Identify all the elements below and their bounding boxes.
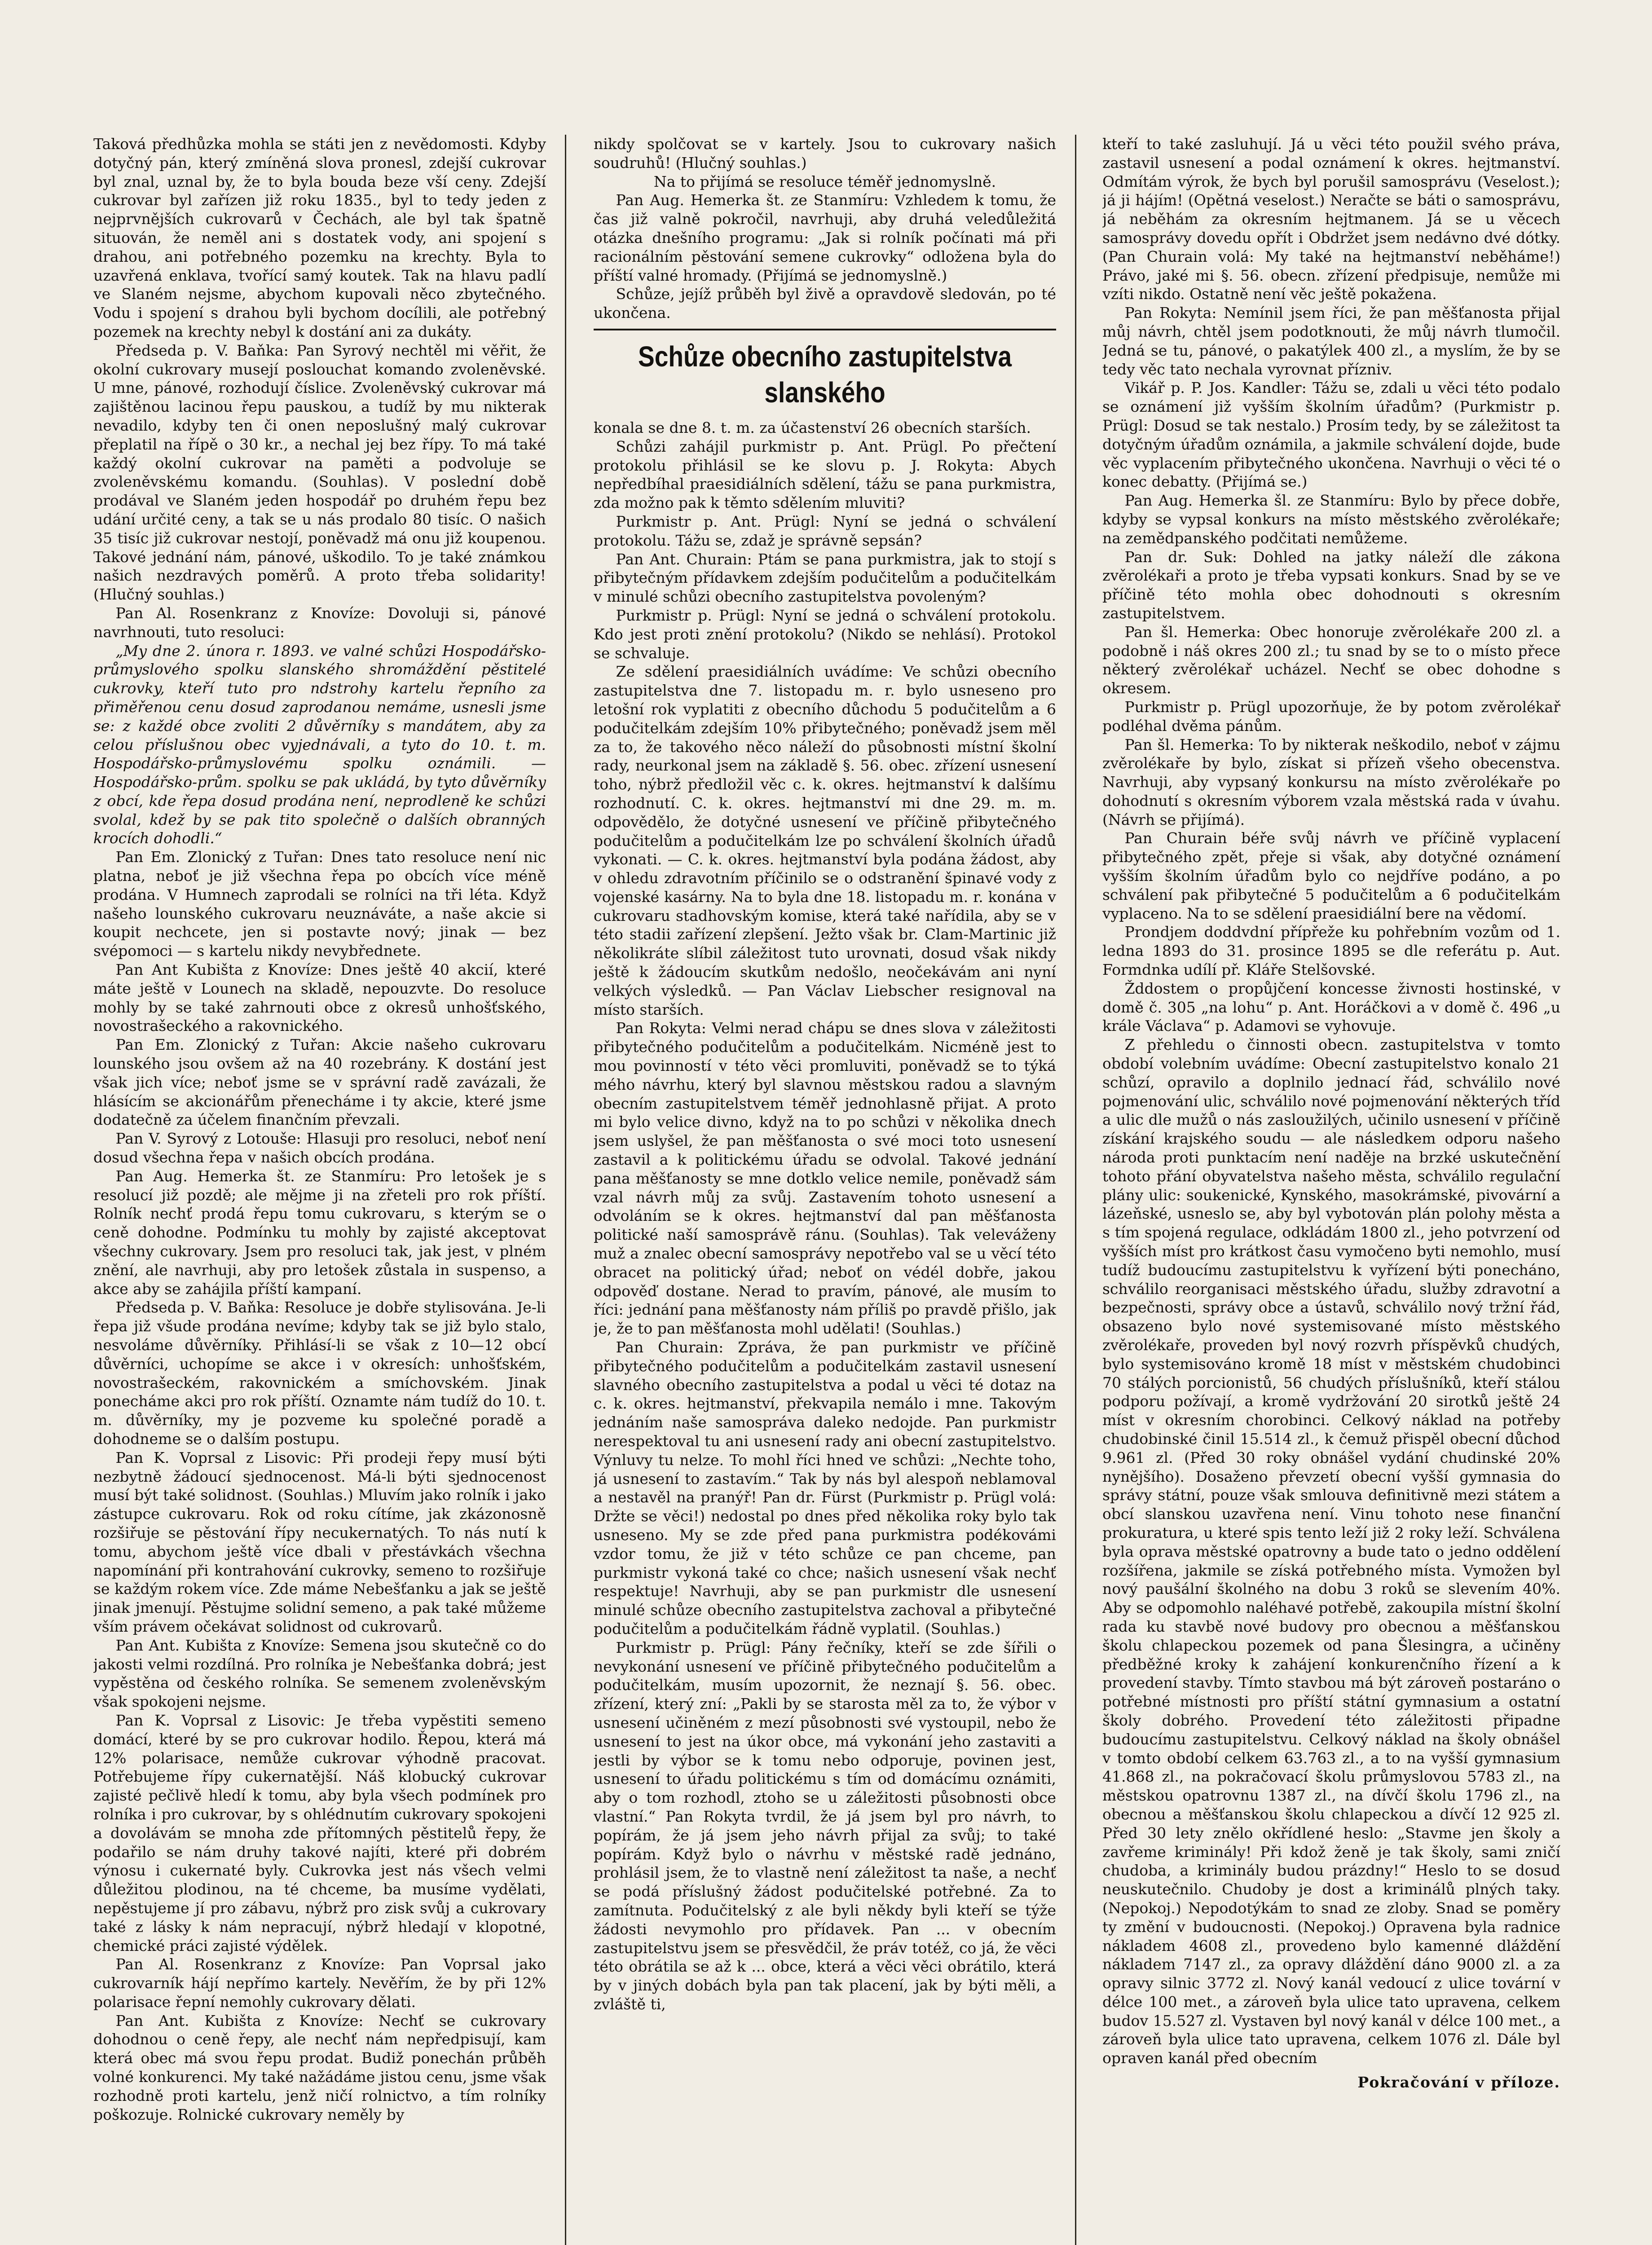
paragraph: Pan šl. Hemerka: Obec honoruje zvěrolékaře 200 zl. a podobně i náš okres 200 zl.; tu snad by se to o místo přece některý zvěrolékař ucházel. Nechť se obec dohodne s okresem. xyxy=(1102,623,1560,697)
continuation-note: Pokračování v příloze. xyxy=(1357,2073,1560,2091)
paragraph: Vikář p. P. Jos. Kandler: Tážu se, zdali u věci této podalo se oznámení již vyšším školním úřadům? (Purkmistr p. Prügl: Dosud se tak nestalo.) Prosím tedy, by se záležitost ta dotyčným úřadům oznámila, a jakmile schválení dojde, bude věc vyplacením přibytečného ukončena. Navrhuji o věci té o konec debatty. (Přijímá se.) xyxy=(1102,379,1560,491)
paragraph: Předseda p. V. Baňka: Pan Syrový nechtěl mi věřit, že okolní cukrovary musejí poslouchat komando zvoleněvské. U mne, pánové, rozhodují číslice. Zvoleněvský cukrovar má zajištěnou lacinou řepu pauskou, a tudíž by mu nikterak nevadilo, kdyby ten či onen neposlušný malý cukrovar přeplatil na řípě o 30 kr., a nechal jej bez řípy. To má také každý okolní cukrovar na paměti a podvoluje se zvoleněvskému komandu. (Souhlas). V poslední době prodával ve Slaném jeden hospodář po druhém řepu bez udání určité ceny, a tak se u nás prodalo 80 tisíc. O našich 35 tisíc již cukrovar nestojí, poněvadž má onu již koupenou. Takové jednání nám, pánové, uškodilo. To je také známkou našich nezdravých poměrů. A proto třeba solidarity! (Hlučný souhlas.) xyxy=(93,341,546,603)
paragraph: Pan K. Voprsal z Lisovic: Je třeba vypěstiti semeno domácí, které by se pro cukrovar hodilo. Řepou, která má 12% polarisace, nemůže cukrovar výhodně pracovat. Potřebujeme řípy cukernatější. Náš klobucký cukrovar zajisté pečlivě hledí k tomu, aby byla všech podmínek pro rolníka i pro cukrovar, by s ohlédnutím cukrovary spokojeni a dovolávám se mnoha zde přítomných pěstitelů řepy, že podařilo se nám druhy takové najíti, které při dobrém výnosu i cukernaté byly. Cukrovka jest nás všech velmi důležitou plodinou, na té chceme, ba musíme vydělati, nepěstujeme jí pro zábavu, nýbrž pro zisk svůj a cukrovary také z lásky k nám nepracují, nýbrž hledají v klopotné, chemické práci zajisté výdělek. xyxy=(93,1711,546,1954)
paragraph: Taková předhůzka mohla se státi jen z nevědomosti. Kdyby dotyčný pán, který zmíněná slova pronesl, zdejší cukrovar byl znal, uznal by, že to byla bouda beze vší ceny. Zdejší cukrovar byl zařízen již roku 1835., byl to tedy jeden z nejprvnějších cukrovarů v Čechách, ale byl tak špatně situován, že neměl ani s dostatek vody, ani spojení s drahou, ani potřebného pozemku na krechty. Byla to uzavřená enklava, tvořící samý koutek. Tak na hlavu padlí ve Slaném nejsme, abychom kupovali něco zbytečného. Vodu i spojení s drahou byli bychom docílili, ale potřebný pozemek na krechty nebyl k dostání ani za dukáty. xyxy=(93,135,546,340)
headline-line-2: slanského xyxy=(764,376,885,409)
paragraph: Pan Al. Rosenkranz z Knovíze: Dovoluji si, pánové navrhnouti, tuto resoluci: xyxy=(93,604,546,641)
column-2-article-text xyxy=(594,418,1056,2014)
paragraph: Pan V. Syrový z Lotouše: Hlasuji pro resoluci, neboť není dosud všechna řepa v našich obcích prodána. xyxy=(93,1130,546,1167)
paragraph: Pan dr. Suk: Dohled na jatky náleží dle zákona zvěrolékaři a proto je třeba vypsati konkurs. Snad by se ve příčině této mohla obec dohodnouti s okresním zastupitelstvem. xyxy=(1102,548,1560,622)
column-2-top-text xyxy=(594,135,1056,322)
text-column-3 xyxy=(1102,135,1560,2245)
column-rule xyxy=(565,135,566,2245)
paragraph: Purkmistr p. Prügl: Nyní se jedná o schválení protokolu. Kdo jest proti znění protokolu? (Nikdo se nehlásí). Protokol se schvaluje. xyxy=(594,606,1056,662)
paragraph: Purkmistr p. Prügl upozorňuje, že by potom zvěrolékař podléhal dvěma pánům. xyxy=(1102,698,1560,735)
paragraph: Pan Aug. Hemerka št. ze Stanmíru: Vzhledem k tomu, že čas již valně pokročil, navrhuji, aby druhá veledůležitá otázka dnešního programu: „Jak si rolník počínati má při racionálním pěstování semene cukrovky“ odložena byla do příští valné hromady. (Přijímá se jednomyslně.) xyxy=(594,191,1056,284)
paragraph: Pan Churain béře svůj návrh ve příčině vyplacení přibytečného zpět, přeje si však, aby dotyčné oznámení vyšším školním úřadům bylo co nejdříve podáno, a po schválení pak přibytečné 5 podučitelům a 6 podučitelkám vyplaceno. Na to se sdělení praesidiální bere na vědomí. xyxy=(1102,829,1560,922)
paragraph: Předseda p. V. Baňka: Resoluce je dobře stylisována. Je-li řepa již všude prodána nevíme; kdyby tak se již bylo stalo, nesvoláme důvěrníky. Přihlásí-li se však z 10—12 obcí důvěrníci, uchopíme se akce i v okresích: unhošťském, novostrašeckém, rakovnickém a smíchovském. Jinak ponecháme akci pro rok příští. Oznamte nám tudíž do 10. t. m. důvěrníky, my je pozveme ku společné poradě a dohodneme se o dalším postupu. xyxy=(93,1299,546,1448)
paragraph: Pan Rokyta: Velmi nerad chápu se dnes slova v záležitosti přibytečného podučitelům a podučitelkám. Nicméně jest to mou povinností v této věci promluviti, poněvadž se to týká mého návrhu, který byl slavnou městskou radou a slavným obecním zastupitelstvem téměř jednohlasně přijat. A proto mi bylo velice divno, když na to po schůzi v několika dnech jsem uslyšel, že pan měšťanosta o své moci toto usnesení zastavil a k politickému úřadu se odvolal. Takové jednání pana měšťanosty se mne dotklo velice nemile, poněvadž sám vzal návrh můj za svůj. Zastavením tohoto usnesení a odvoláním se k okres. hejtmanství dal pan měšťanosta politické naší samosprávě ránu. (Souhlas). Tak veleváženy muž a znalec obecní samosprávy nepotřebo val se u věcí této obracet na politický úřad; neboť on védél dobře, jakou odpověď dostane. Nerad to pravím, pánové, ale musím to říci: jednání pana měšťanosty nám příliš po pravdě přišlo, jak je, že to pan měšťanosta mohl udělati! (Souhlas.) xyxy=(594,1019,1056,1338)
paragraph: Pan Rokyta: Nemínil jsem říci, že pan měšťanosta přijal můj návrh, chtěl jsem podotknouti, že můj návrh tlumočil. Jedná se tu, pánové, o pakatýlek 400 zl., a myslím, že by se tedy věc tato nechala vyrovnat přízniv. xyxy=(1102,304,1560,378)
headline-line-1: Schůze obecního zastupitelstva xyxy=(638,340,1012,373)
paragraph: Pan Ant. Churain: Ptám se pana purkmistra, jak to stojí s přibytečným přídavkem zdejším podučitelům a podučitelkám v minulé schůzi obecního zastupitelstva povoleným? xyxy=(594,550,1056,606)
paragraph: Pan Al. Rosenkranz z Knovíze: Pan Voprsal jako cukrovarník hájí nepřímo kartely. Nevěřím, že by při 12% polarisace řepní nemohly cukrovary dělati. xyxy=(93,1955,546,2011)
paragraph: Pan K. Voprsal z Lisovic: Při prodeji řepy musí býti nezbytně žádoucí sjednocenost. Má-li býti sjednocenost musí být také solidnost. (Souhlas.) Mluvím jako rolník i jako zástupce cukrovaru. Rok od roku cítíme, jak zkázonosně rozšiřuje se pěstování řípy necukernatých. To nás nutí k tomu, abychom ještě více dbali v přestávkách všechna napomínání při kontrahování cukrovky, semeno to rozšiřuje se každým rokem více. Zde máme Nebešťanku a jak se ještě jinak jmenují. Pěstujme solidní semeno, a pak také můžeme vším právem očekávat solidnost od cukrovarů. xyxy=(93,1448,546,1635)
column-3-text xyxy=(1102,135,1560,2068)
paragraph: Purkmistr p. Ant. Prügl: Nyní se jedná o schválení protokolu. Tážu se, zdaž je správně sepsán? xyxy=(594,512,1056,549)
paragraph: Purkmistr p. Prügl: Pány řečníky, kteří se zde šířili o nevykonání usnesení ve příčině přibytečného podučitelům a podučitelkám, musím upozornit, že neznají §. 56. obec. zřízení, který zní: „Pakli by se starosta měl za to, že výbor v usnesení učiněném z mezí působnosti své vystoupil, nebo že usnesení to jest na úkor obce, má vykonání jeho zastaviti a jestli by výbor se k tomu nebo odporuje, povinen jest, usnesení to úřadu politickému s tím od domácímu oznámiti, aby o tom rozhodl, ztoho se u záležitosti působnosti obce vlastní.“ Pan Rokyta tvrdil, že já jsem byl pro návrh, to popírám, že já jsem jeho návrh přijal za svůj; to také popírám. Když bylo o návrhu v městské radě jednáno, prohlásil jsem, že to vlastně není záležitost ta naše, a nechť se podá příslušný žádost podučitelské potřebné. Za to zamítnuta. Podučitelský z ale byli někdy byli kteří se týže žádosti nevymohlo pro přídavek. Pan ... v obecním zastupitelstvu jsem se přesvědčil, že práv totéž, co já, že věci této obrátila se až k ... obce, která a věci věci obrátilo, která by v jiných dobách byla pan tak placení, jak by býti měli, a zvláště ti, xyxy=(594,1638,1056,2013)
article-headline xyxy=(626,339,1024,410)
paragraph: konala se dne 8. t. m. za účastenství 26 obecních starších. xyxy=(594,418,1031,436)
paragraph: Pan Em. Zlonický z Tuřan: Akcie našeho cukrovaru lounského jsou ovšem až na 40 rozebrány. K dostání jest však jich více; neboť jsme se v správní radě zavázali, že hlásícím se akcionářům přenecháme i ty akcie, které jsme dodatečně za účelem finančním převzali. xyxy=(93,1036,546,1129)
text-column-2 xyxy=(594,135,1056,2245)
paragraph: kteří to také zasluhují. Já u věci této použil svého práva, zastavil usnesení a podal oznámení k okres. hejtmanství. Odmítám výrok, že bych byl porušil samosprávu (Veselost.); já ji hájím! (Opětná veselost.) Neračte se báti o samosprávu, já neběhám za okresním hejtmanem. Já se u věcech samosprávy dovedu opřít i Obdržet jsem nedávno dvé dótky. (Pan Churain volá: My také na hejtmanství neběháme!) Právo, jaké mi §. 56. obecn. zřízení předpisuje, nemůže mi vzíti nikdo. Ostatně není věc ještě pokažena. xyxy=(1102,135,1560,303)
paragraph: nikdy spolčovat se v kartely. Jsou to cukrovary našich soudruhů! (Hlučný souhlas.) xyxy=(594,135,1056,172)
section-divider xyxy=(594,329,1056,330)
paragraph: Pan Aug. Hemerka šl. ze Stanmíru: Bylo by přece dobře, kdyby se vypsal konkurs na místo městského zvěrolékaře; na zemědpanského podčitati nemůžeme. xyxy=(1102,492,1560,547)
paragraph: „My dne 2. února r. 1893. ve valné schůzi Hospodářsko-průmyslového spolku slanského shromáždění pěstitelé cukrovky, kteří tuto pro ndstrohy kartelu řepního za přiměřenou cenu dosud zaprodanou nemáme, usnesli jsme se: z každé obce zvoliti 2 důvěrníky s mandátem, aby za celou příslušnou obec vyjednávali, a tyto do 10. t. m. Hospodářsko-průmyslovému spolku oznámili. — Hospodářsko-prům. spolku se pak ukládá, by tyto důvěrníky z obcí, kde řepa dosud prodána není, neprodleně ke schůzi svolal, kdež by se pak tito společně o dalších obranných krocích dohodli.“ xyxy=(93,642,546,847)
paragraph: Pan Ant Kubišta z Knovíze: Dnes ještě 40 akcií, které máte ještě v Lounech na skladě, nepouzvte. Do resoluce mohly by se také zahrnouti obce z okresů unhošťského, novostrašeckého a rakovnického. xyxy=(93,961,546,1035)
paragraph: Na to přijímá se resoluce téměř jednomyslně. xyxy=(653,172,996,190)
paragraph: Pan Churain: Zpráva, že pan purkmistr ve příčině přibytečného podučitelům a podučitelkám zastavil usnesení slavného obecního zastupitelstva a podal u věci té dotaz na c. k. okres. hejtmanství, překvapila nemálo i mne. Takovým jednáním naše samospráva daleko nedojde. Pan purkmistr nerespektoval tu ani usnesení rady ani obecní zastupitelstvo. Výnluvy tu nelze. To mohl říci hned ve schůzi: „Nechte toho, já usnesení to zastavím.“ Tak by nás byl alespoň neblamoval a nestavěl na pranýř! Pan dr. Fürst (Purkmistr p. Prügl volá: Držte se věci!) nedostal po dnes před několika roky bylo tak usneseno. My se zde před pana purkmistra podékovámi vzdor tomu, že již v této schůze ce pan chceme, pan purkmistr vykoná také co chce; našich usnesení však nechť respektuje! Navrhuji, aby se pan purkmistr dle usnesení minulé schůze obecního zastupitelstva zachoval a přibytečné podučitelům a podučitelkám řádně vyplatil. (Souhlas.) xyxy=(594,1338,1056,1638)
paragraph: Pan Em. Zlonický z Tuřan: Dnes tato resoluce není nic platna, neboť je již všechna řepa po obcích více méně prodána. V Humnech zaprodali se rolníci na tři léta. Když našeho lounského cukrovaru neuznáváte, a naše akcie si koupit nechcete, jen si postavte nový; jinak — bez svépomoci — s kartelu nikdy nevybřednete. xyxy=(93,848,546,960)
paragraph: Pan Ant. Kubišta z Knovíze: Semena jsou skutečně co do jakosti velmi rozdílná. Pro rolníka je Nebešťanka dobrá; jest vypěstěna od českého rolníka. Se semenem zvoleněvským však spokojeni nejsme. xyxy=(93,1636,546,1711)
paragraph: Pan Ant. Kubišta z Knovíze: Nechť se cukrovary dohodnou o ceně řepy, ale nechť nám nepředpisují, kam která obec má svou řepu prodat. Budiž ponechán průběh volné konkurenci. My také nažádáme jistou cenu, jsme však rozhodně proti kartelu, jenž ničí rolnictvo, a tím rolníky poškozuje. Rolnické cukrovary neměly by xyxy=(93,2012,546,2123)
text-column-1 xyxy=(93,135,546,2245)
paragraph: Pan Aug. Hemerka št. ze Stanmíru: Pro letošek je s resolucí již pozdě; ale mějme ji na zřeteli pro rok příští. Rolník nechť prodá řepu tomu cukrovaru, s kterým se o ceně dohodne. Podmínku tu mohly by zajisté akceptovat všechny cukrovary. Jsem pro resoluci tak, jak jest, v plném znění, ale navrhuji, aby pro letošek zůstala in suspenso, a akce aby se zahájila příští kampaní. xyxy=(93,1167,546,1298)
column-rule xyxy=(1075,135,1076,2245)
paragraph: Z přehledu o činnosti obecn. zastupitelstva v tomto období volebním uvádíme: Obecní zastupitelstvo konalo 21 schůzí, opravilo a doplnilo jednací řád, schválilo nové pojmenování ulic, schválilo nové pojmenování některých tříd a ulic dle mužů o nás zasloužilých, učinilo usnesení v příčině získání krajského soudu — ale následkem odporu našeho národa proti punktacím není naděje na brzké uskutečnění tohoto přání obyvatelstva našeho města, schválilo regulační plány ulic: soukenické, Kynského, masokrámské, pivovární a lázeňské, usneslo se, aby byl vybotován plán polohy města a s tím spojená regulace, odkládám 1800 zl., jeho potvrzení od vyšších míst pro krátkost času vymočeno byti nemohlo, musí tudíž budoucímu zastupitelstvu k vyřízení býti ponecháno, schválilo reorganisaci městského úřadu, služby zdravotní a bezpečnosti, správy obce a ústavů, schválilo nový tržní řád, obsazeno bylo nové systemisované místo městského zvěrolékaře, proveden byl nový rozvrh příspěvků chudých, bylo systemisováno kromě 18 míst v městském chudobinci 70 stálých porcionistů, 56 chudých příslušníků, kteří stálou podporu požívají, a kromě vydržování 20 sirotků ještě 24 míst v okresním chorobinci. Celkový náklad na potřeby chudobinské činil 15.514 zl., k čemuž přispěl obecní důchod 9.961 zl. (Před 30 roky obnášel vydání chudinské 20% nynějšího). Dosaženo převzetí obecní vyšší gymnasia do správy státní, pouze však smlouva definitivně mezi státem a obcí slanskou uzavřena není. Vinu tohoto nese finanční prokuratura, u které spis tento leží již 2 roky leží. Schválena byla oprava městské opatrovny a bude tato o jedno oddělení rozšířena, jakmile se získá potřebného místa. Vymožen byl nový paušální školného na dobu 3 roků se slevením 40%. Aby se odpomohlo naléhavé potřebě, zakoupila místní školní rada ku stavbě nové budovy pro obecnou a měšťanskou školu chlapeckou pozemek od pana Šlesingra, a učiněny předběžné kroky k zahájení konkurenčního řízení a k provedení stavby. Tímto stavbou má být zároveň postaráno o potřebné místnosti pro příští státní gymnasium a ostatní školy dobrého. Provedení této záležitosti připadne budoucímu zastupitelstvu. Celkový náklad na školy obnášel v tomto období celkem 63.763 zl., a to na vyšší gymnasium 41.868 zl., na pokračovací školu průmyslovou 5783 zl., na městskou opatrovnu 1387 zl., na dívčí školu 1796 zl., na obecnou a měšťanskou školu chlapeckou a dívčí 12 925 zl. Před 30 lety znělo okřídlené heslo: „Stavme jen školy a zavřeme kriminály! Při kdož ženě je tak školy, sami zničí chudoba, a kriminály budou prázdny!“ Heslo to se dosud neuskutečnilo. Chudoby je dost a kriminálů plných taky. (Nepokoj.) Nepodotýkám to snad ze zloby. Snad se poměry ty změní v budoucnosti. (Nepokoj.) Opravena byla radnice nákladem 4608 zl., provedeno bylo kamenné dláždění nákladem 7147 zl., za opravy dláždění dáno 9000 zl. a za opravy silnic 3772 zl. Nový kanál vedoucí z ulice tovární v délce 100 met., a zároveň byla ulice tato upravena, celkem budov 15.527 zl. Vystaven byl nový kanál v délce 100 met., a zároveň byla ulice tato upravena, celkem 1076 zl. Dále byl opraven kanál před obecním xyxy=(1102,1036,1560,2067)
paragraph: Pan šl. Hemerka: To by nikterak neškodilo, neboť v zájmu zvěrolékaře by bylo, získat si přízeň všeho obecenstva. Navrhuji, aby vypsaný konkursu na místo zvěrolékaře po dohodnutí s okresním výborem vzala městská rada v úvahu. (Návrh se přijímá). xyxy=(1102,735,1560,828)
paragraph: Žddostem o propůjčení koncesse živnosti hostinské, v domě č. 305 „na lohu“ p. Ant. Horáčkovi a v domě č. 496 „u krále Václava“ p. Adamovi se vyhovuje. xyxy=(1102,979,1560,1035)
paragraph: Ze sdělení praesidiálních uvádíme: Ve schůzi obecního zastupitelstva dne 7. listopadu m. r. bylo usneseno pro letošní rok vyplatiti z obecního důchodu 5 podučitelům a 6 podučitelkám zdejším 10% přibytečného; poněvadž jsem měl za to, že takového něco náleží do působnosti místní školní rady, neurkonal jsem na základě §. 56. obec. zřízení usnesení toho, nýbrž předložil věc c. k. okres. hejtmanství k dalšímu rozhodnutí. C. k. okres. hejtmanství mi dne 29. m. m. odpovědělo, že dotyčné usnesení ve příčině přibytečného podučitelům a podučitelkám lze po schválení školních úřadů vykonati. — C. k. okres. hejtmanství byla podána žádost, aby v ohledu zdravotním příčinilo se o odstranění špinavé vody z vojenské kasárny. Na to byla dne 18. listopadu m. r. konána v cukrovaru stadhovským komise, která také nařídila, aby se v této stadii zařízení zlepšení. Ježto však br. Clam-Martinic již několikráte slíbil záležitost tuto urovnati, dosud však nikdy ještě k žádoucím skutkům nedošlo, neočekávám ani nyní velkých výsledků. — Pan Václav Liebscher resignoval na místo starších. xyxy=(594,663,1056,1018)
paragraph: Schůzi zahájil purkmistr p. Ant. Prügl. Po přečtení protokolu přihlásil se ke slovu p. J. Rokyta: Abych nepředbíhal praesidiálních sdělení, tážu se pana purkmistra, zda možno pak k těmto sdělením mluviti? xyxy=(594,437,1056,512)
paragraph: Schůze, jejíž průběh byl živě a opravdově sledován, po té ukončena. xyxy=(594,285,1056,322)
paragraph: Prondjem doddvdní přípřeže ku pohřebním vozům od 1. ledna 1893 do 31. prosince 1895 se dle referátu p. Aut. Formdnka udílí př. Kláře Stelšovské. xyxy=(1102,923,1560,979)
